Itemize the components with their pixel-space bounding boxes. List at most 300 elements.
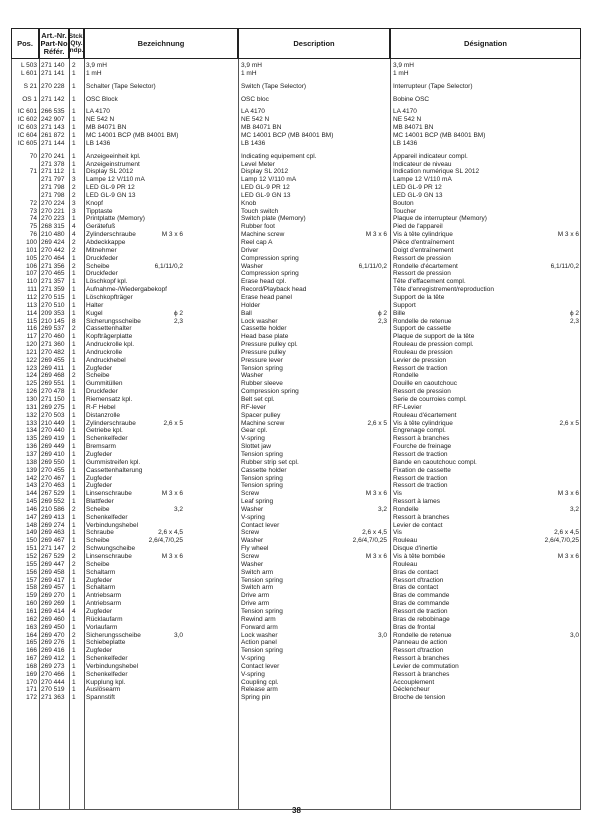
cell-description: LA 4170 [241, 108, 265, 116]
cell-bezeichnung: Kupplung kpl. [86, 678, 126, 686]
table-row [0, 325, 593, 332]
cell-qty: 1 [72, 160, 76, 168]
cell-designation: Indication numérique SL 2012 [393, 168, 480, 176]
cell-bezeichnung: Zylinderschraube [86, 419, 136, 427]
cell-description: Reel cap A [241, 239, 273, 246]
cell-description: V-spring [241, 670, 265, 678]
cell-description: Screw [241, 490, 260, 498]
cell-pos: 73 [29, 207, 37, 215]
cell-qty: 1 [72, 168, 76, 176]
cell-pos: 72 [29, 199, 37, 207]
cell-pos: IC 603 [17, 124, 37, 132]
cell-description: Switch arm [241, 584, 274, 592]
cell-pos: 122 [26, 356, 37, 364]
cell-bezeichnung: Spannstift [86, 694, 115, 702]
cell-bezeichnung: Druckfeder [86, 388, 118, 396]
table-row [0, 498, 593, 505]
cell-designation: Rondelle [393, 372, 419, 380]
header-designation: Désignation [390, 28, 581, 59]
cell-qty: 1 [72, 309, 76, 317]
cell-part-no: 267 529 [41, 553, 65, 560]
cell-qty: 1 [72, 116, 76, 124]
cell-description: Tension spring [241, 607, 283, 615]
cell-part-no: 271 142 [41, 95, 65, 103]
cell-bezeichnung: Löschkopfträger [86, 293, 133, 301]
cell-designation: Ressort à branches [393, 670, 450, 678]
cell-designation: 3,9 mH [393, 62, 414, 69]
cell-designation: Ressort de traction [393, 474, 448, 482]
table-row [0, 372, 593, 379]
cell-description: Pressure lever [241, 356, 283, 364]
cell-description: Washer [241, 262, 264, 270]
cell-pos: 133 [26, 419, 37, 427]
cell-description: Action panel [241, 639, 277, 647]
cell-description: V-spring [241, 435, 265, 443]
table-row [0, 341, 593, 348]
cell-description: Cassette holder [241, 466, 287, 474]
table-row [0, 215, 593, 222]
cell-bezeichnung: Getriebe kpl. [86, 427, 123, 435]
cell-pos: 132 [26, 411, 37, 419]
table-row [0, 380, 593, 387]
header-qty: Stck. Qty. ndp. [69, 28, 84, 59]
cell-designation: Rondelle d'écartement [393, 262, 458, 270]
table-row [0, 537, 593, 544]
cell-bezeichnung: LA 4170 [86, 108, 110, 116]
cell-part-no: 269 458 [41, 568, 65, 576]
cell-part-no: 269 273 [41, 662, 65, 670]
cell-part-no: 269 537 [41, 325, 65, 333]
cell-pos: L 503 [20, 62, 37, 69]
table-row [0, 263, 593, 270]
cell-pos: 101 [26, 246, 37, 254]
cell-pos: 138 [26, 458, 37, 466]
cell-pos: 157 [26, 576, 37, 584]
cell-description: OSC bloc [241, 95, 269, 103]
cell-bezeichnung: OSC Block [86, 95, 118, 103]
cell-bezeichnung: Schraube [86, 529, 114, 537]
table-row [0, 62, 593, 69]
cell-pos: 155 [26, 560, 37, 568]
cell-qty: 1 [72, 435, 76, 443]
cell-pos: 126 [26, 388, 37, 396]
cell-bez-dim: M 3 x 6 [161, 553, 183, 560]
cell-qty: 1 [72, 364, 76, 372]
cell-bezeichnung: MB 84071 BN [86, 124, 127, 132]
cell-dsg-dim: ϕ 2 [569, 309, 579, 317]
cell-description: Tension spring [241, 482, 283, 490]
table-row [0, 108, 593, 115]
cell-des-dim: 2,6/4,7/0,25 [352, 537, 387, 545]
cell-qty: 1 [72, 537, 76, 545]
cell-bezeichnung: Lampe 12 V/110 mA [86, 176, 145, 184]
cell-designation: Support de cassette [393, 325, 451, 333]
cell-designation: Tête d'enregistrement/reproduction [393, 286, 494, 294]
cell-bez-dim: 2,6/4,7/0,25 [148, 537, 183, 545]
cell-bezeichnung: Zugfeder [86, 576, 113, 584]
table-row [0, 467, 593, 474]
cell-bezeichnung: Sicherungsscheibe [86, 317, 141, 325]
cell-description: Washer [241, 560, 264, 568]
table-row [0, 349, 593, 356]
cell-bezeichnung: Andruckrolle [86, 348, 123, 356]
cell-qty: 1 [72, 124, 76, 132]
cell-part-no: 271 150 [41, 396, 65, 403]
cell-qty: 1 [72, 396, 76, 403]
cell-bezeichnung: Sicherungsscheibe [86, 631, 141, 639]
cell-bezeichnung: Rücklaufarm [86, 615, 123, 623]
cell-pos: 148 [26, 521, 37, 529]
cell-pos: 71 [29, 168, 37, 176]
cell-description: Cassette holder [241, 325, 287, 333]
table-row [0, 686, 593, 693]
cell-bezeichnung: Riemensatz kpl. [86, 396, 133, 403]
cell-qty: 1 [72, 529, 76, 537]
cell-description: Display SL 2012 [241, 168, 289, 176]
table-row [0, 655, 593, 662]
cell-designation: LED GL-9 PR 12 [393, 184, 442, 192]
cell-designation: MC 14001 BCP (MB 84001 BM) [393, 131, 486, 139]
cell-part-no: 269 550 [41, 458, 65, 466]
cell-designation: Ressort d'traction [393, 647, 444, 655]
cell-qty: 1 [72, 623, 76, 631]
cell-pos: 131 [26, 403, 37, 411]
cell-pos: 159 [26, 592, 37, 600]
cell-qty: 2 [72, 191, 76, 199]
cell-part-no: 269 467 [41, 537, 65, 545]
cell-pos: 110 [26, 278, 37, 286]
cell-part-no: 270 515 [41, 293, 65, 301]
cell-qty: 1 [72, 458, 76, 466]
cell-bezeichnung: Zugfeder [86, 607, 113, 615]
cell-designation: Vis à tête cylindrique [393, 231, 453, 239]
cell-description: Ball [241, 309, 252, 317]
cell-description: Machine screw [241, 231, 285, 239]
cell-description: Compression spring [241, 270, 299, 278]
cell-pos: 134 [26, 427, 37, 435]
cell-description: Washer [241, 537, 264, 545]
cell-qty: 1 [72, 403, 76, 411]
cell-qty: 1 [72, 380, 76, 388]
table-row [0, 404, 593, 411]
cell-part-no: 210 145 [41, 317, 65, 325]
cell-pos: 111 [27, 286, 37, 294]
cell-qty: 1 [72, 108, 76, 116]
cell-dsg-dim: 2,6 x 5 [559, 419, 579, 427]
table-row [0, 420, 593, 427]
table-row [0, 161, 593, 168]
cell-bezeichnung: Schenkelfeder [86, 513, 128, 521]
table-row [0, 247, 593, 254]
cell-part-no: 271 360 [41, 341, 65, 349]
cell-bezeichnung: Druckfeder [86, 270, 118, 278]
cell-des-dim: 2,6 x 5 [367, 419, 387, 427]
table-row [0, 663, 593, 670]
cell-qty: 1 [72, 333, 76, 341]
cell-description: Tension spring [241, 364, 283, 372]
cell-part-no: 270 455 [41, 466, 65, 474]
cell-description: 1 mH [241, 69, 257, 77]
table-row [0, 482, 593, 489]
cell-dsg-dim: 2,6 x 4,5 [554, 529, 579, 537]
cell-designation: Bras de rebobinage [393, 615, 450, 623]
cell-description: Screw [241, 529, 260, 537]
cell-qty: 1 [72, 286, 76, 294]
cell-part-no: 270 464 [41, 254, 65, 262]
cell-bezeichnung: Aufnahme-/Wiedergabekopf [86, 286, 167, 294]
cell-designation: Ressort d'traction [393, 576, 444, 584]
cell-part-no: 271 141 [41, 69, 65, 77]
cell-bezeichnung: LB 1436 [86, 139, 111, 147]
cell-part-no: 270 510 [41, 301, 65, 309]
table-row [0, 522, 593, 529]
cell-description: Tension spring [241, 474, 283, 482]
cell-designation: Rouleau [393, 560, 418, 568]
table-row [0, 647, 593, 654]
cell-pos: 139 [26, 466, 37, 474]
cell-qty: 1 [72, 466, 76, 474]
cell-part-no: 269 455 [41, 356, 65, 364]
table-row [0, 223, 593, 230]
cell-description: Rubber strip set cpl. [241, 458, 299, 466]
cell-part-no: 210 449 [41, 419, 65, 427]
cell-qty: 1 [72, 670, 76, 678]
cell-bezeichnung: Schwungscheibe [86, 545, 136, 553]
cell-designation: RF-Levier [393, 403, 422, 411]
cell-designation: Vis [393, 529, 402, 537]
cell-description: MC 14001 BCP (MB 84001 BM) [241, 131, 334, 139]
cell-designation: Rouleau [393, 537, 418, 545]
table-row [0, 388, 593, 395]
cell-dsg-dim: 3,2 [569, 505, 579, 513]
cell-designation: Bras de frontal [393, 623, 436, 631]
cell-designation: Levier de commutation [393, 662, 459, 670]
cell-pos: S 21 [23, 82, 37, 90]
cell-pos: 70 [29, 152, 37, 160]
cell-bezeichnung: Verbindungshebel [86, 662, 139, 670]
table-row [0, 294, 593, 301]
cell-qty: 1 [72, 498, 76, 506]
cell-des-dim: 2,6 x 4,5 [362, 529, 387, 537]
cell-pos: IC 601 [17, 108, 37, 116]
table-row [0, 679, 593, 686]
cell-pos: 164 [26, 631, 37, 639]
cell-pos: IC 604 [17, 131, 37, 139]
cell-description: Washer [241, 505, 264, 513]
header-description: Description [238, 28, 390, 59]
table-row [0, 357, 593, 364]
table-row [0, 545, 593, 552]
cell-pos: 144 [26, 490, 37, 498]
cell-part-no: 210 480 [41, 231, 65, 239]
cell-designation: Bras de contact [393, 584, 439, 592]
cell-pos: 112 [26, 293, 37, 301]
table-row [0, 506, 593, 513]
cell-designation: Support de la tête [393, 293, 445, 301]
cell-pos: 117 [26, 333, 37, 341]
cell-designation: Ressort à branches [393, 435, 450, 443]
cell-part-no: 269 449 [41, 443, 65, 451]
table-row [0, 639, 593, 646]
table-row [0, 632, 593, 639]
cell-part-no: 270 228 [41, 82, 65, 90]
cell-designation: MB 84071 BN [393, 124, 434, 132]
cell-part-no: 270 221 [41, 207, 65, 215]
cell-bezeichnung: Anzeigeeinheit kpl. [86, 152, 141, 160]
cell-description: Spring pin [241, 694, 271, 702]
cell-part-no: 269 413 [41, 513, 65, 521]
cell-bezeichnung: Antriebsarm [86, 600, 122, 608]
cell-qty: 1 [72, 678, 76, 686]
cell-qty: 2 [72, 325, 76, 333]
cell-qty: 2 [72, 262, 76, 270]
cell-part-no: 270 444 [41, 678, 65, 686]
cell-part-no: 270 224 [41, 199, 65, 207]
cell-qty: 1 [72, 686, 76, 694]
cell-description: Forward arm [241, 623, 278, 631]
cell-designation: Rouleau de pression [393, 348, 453, 356]
cell-bezeichnung: Gummitüllen [86, 380, 123, 388]
cell-qty: 1 [72, 443, 76, 451]
cell-description: Holder [241, 301, 261, 309]
cell-pos: OS 1 [22, 95, 37, 103]
cell-bezeichnung: Antriebsarm [86, 592, 122, 600]
cell-pos: 100 [26, 239, 37, 246]
cell-bezeichnung: Kopfträgerplatte [86, 333, 133, 341]
cell-dsg-dim: 6,1/11/0,2 [550, 262, 579, 270]
cell-designation: Vis à tête cylindrique [393, 419, 453, 427]
table-row [0, 592, 593, 599]
cell-qty: 1 [72, 82, 76, 90]
cell-pos: 123 [26, 364, 37, 372]
table-row [0, 192, 593, 199]
cell-qty: 1 [72, 592, 76, 600]
table-row [0, 561, 593, 568]
cell-bez-dim: 2,6 x 5 [163, 419, 183, 427]
cell-designation: Bouton [393, 199, 414, 207]
cell-des-dim: 2,3 [377, 317, 387, 325]
cell-qty: 1 [72, 152, 76, 160]
cell-qty: 2 [72, 505, 76, 513]
cell-designation: Rondelle de retenue [393, 631, 452, 639]
cell-part-no: 270 519 [41, 686, 65, 694]
table-row [0, 124, 593, 131]
cell-part-no: 269 468 [41, 372, 65, 380]
cell-designation: Accouplement [393, 678, 435, 686]
cell-qty: 1 [72, 584, 76, 592]
cell-bezeichnung: Linsenschraube [86, 553, 132, 560]
cell-pos: 107 [26, 270, 37, 278]
cell-part-no: 269 457 [41, 584, 65, 592]
cell-description: LED GL-9 PR 12 [241, 184, 290, 192]
table-row [0, 616, 593, 623]
cell-designation: Ressort à branches [393, 513, 450, 521]
cell-designation: 1 mH [393, 69, 409, 77]
cell-part-no: 269 552 [41, 498, 65, 506]
cell-bezeichnung: Andruckhebel [86, 356, 126, 364]
cell-bez-dim: ϕ 2 [173, 309, 183, 317]
cell-bezeichnung: Schaltarm [86, 568, 116, 576]
cell-pos: 156 [26, 568, 37, 576]
cell-dsg-dim: 2,3 [569, 317, 579, 325]
cell-description: Switch plate (Memory) [241, 215, 306, 223]
table-row [0, 318, 593, 325]
cell-description: 3,9 mH [241, 62, 262, 69]
cell-part-no: 270 465 [41, 270, 65, 278]
header-pos: Pos. [11, 28, 39, 59]
cell-qty: 1 [72, 600, 76, 608]
cell-pos: 172 [26, 694, 37, 702]
cell-part-no: 270 503 [41, 411, 65, 419]
cell-pos: 152 [26, 553, 37, 560]
cell-part-no: 209 353 [41, 309, 65, 317]
cell-description: Record/Playback head [241, 286, 307, 294]
cell-description: Drive arm [241, 600, 270, 608]
cell-description: Release arm [241, 686, 278, 694]
cell-qty: 1 [72, 647, 76, 655]
cell-part-no: 261 872 [41, 131, 65, 139]
cell-bezeichnung: Bremsarm [86, 443, 116, 451]
cell-part-no: 269 416 [41, 647, 65, 655]
cell-qty: 1 [72, 131, 76, 139]
cell-pos: 158 [26, 584, 37, 592]
cell-description: Screw [241, 553, 260, 560]
table-row [0, 140, 593, 147]
table-row [0, 577, 593, 584]
cell-pos: 163 [26, 623, 37, 631]
cell-part-no: 210 586 [41, 505, 65, 513]
cell-part-no: 269 411 [41, 364, 65, 372]
cell-designation: Toucher [393, 207, 417, 215]
cell-part-no: 242 907 [41, 116, 65, 124]
cell-pos: IC 605 [17, 139, 37, 147]
table-row [0, 153, 593, 160]
cell-bezeichnung: Knopf [86, 199, 103, 207]
cell-part-no: 269 275 [41, 403, 65, 411]
cell-bezeichnung: 1 mH [86, 69, 102, 77]
cell-qty: 1 [72, 95, 76, 103]
table-row [0, 96, 593, 103]
cell-part-no: 269 274 [41, 521, 65, 529]
table-row [0, 333, 593, 340]
cell-bezeichnung: Auslösearm [86, 686, 121, 694]
cell-pos: 150 [26, 537, 37, 545]
cell-bezeichnung: Andruckrolle kpl. [86, 341, 135, 349]
cell-bezeichnung: Tipptaste [86, 207, 113, 215]
table-row [0, 286, 593, 293]
cell-description: Driver [241, 246, 259, 254]
cell-designation: Bras de commande [393, 600, 450, 608]
cell-designation: Fourche de freinage [393, 443, 452, 451]
cell-part-no: 269 551 [41, 380, 65, 388]
table-row [0, 569, 593, 576]
cell-qty: 1 [72, 474, 76, 482]
cell-part-no: 271 378 [41, 160, 65, 168]
cell-bez-dim: M 3 x 6 [161, 490, 183, 498]
cell-qty: 1 [72, 568, 76, 576]
cell-description: Knob [241, 199, 257, 207]
cell-bezeichnung: Display SL 2012 [86, 168, 134, 176]
cell-pos: 124 [26, 372, 37, 380]
cell-bezeichnung: Cassettenhalterung [86, 466, 143, 474]
cell-part-no: 269 470 [41, 631, 65, 639]
table-row [0, 396, 593, 403]
cell-pos: 147 [26, 513, 37, 521]
cell-description: Erase head panel [241, 293, 292, 301]
cell-part-no: 269 269 [41, 600, 65, 608]
cell-part-no: 271 112 [41, 168, 65, 176]
cell-qty: 1 [72, 419, 76, 427]
